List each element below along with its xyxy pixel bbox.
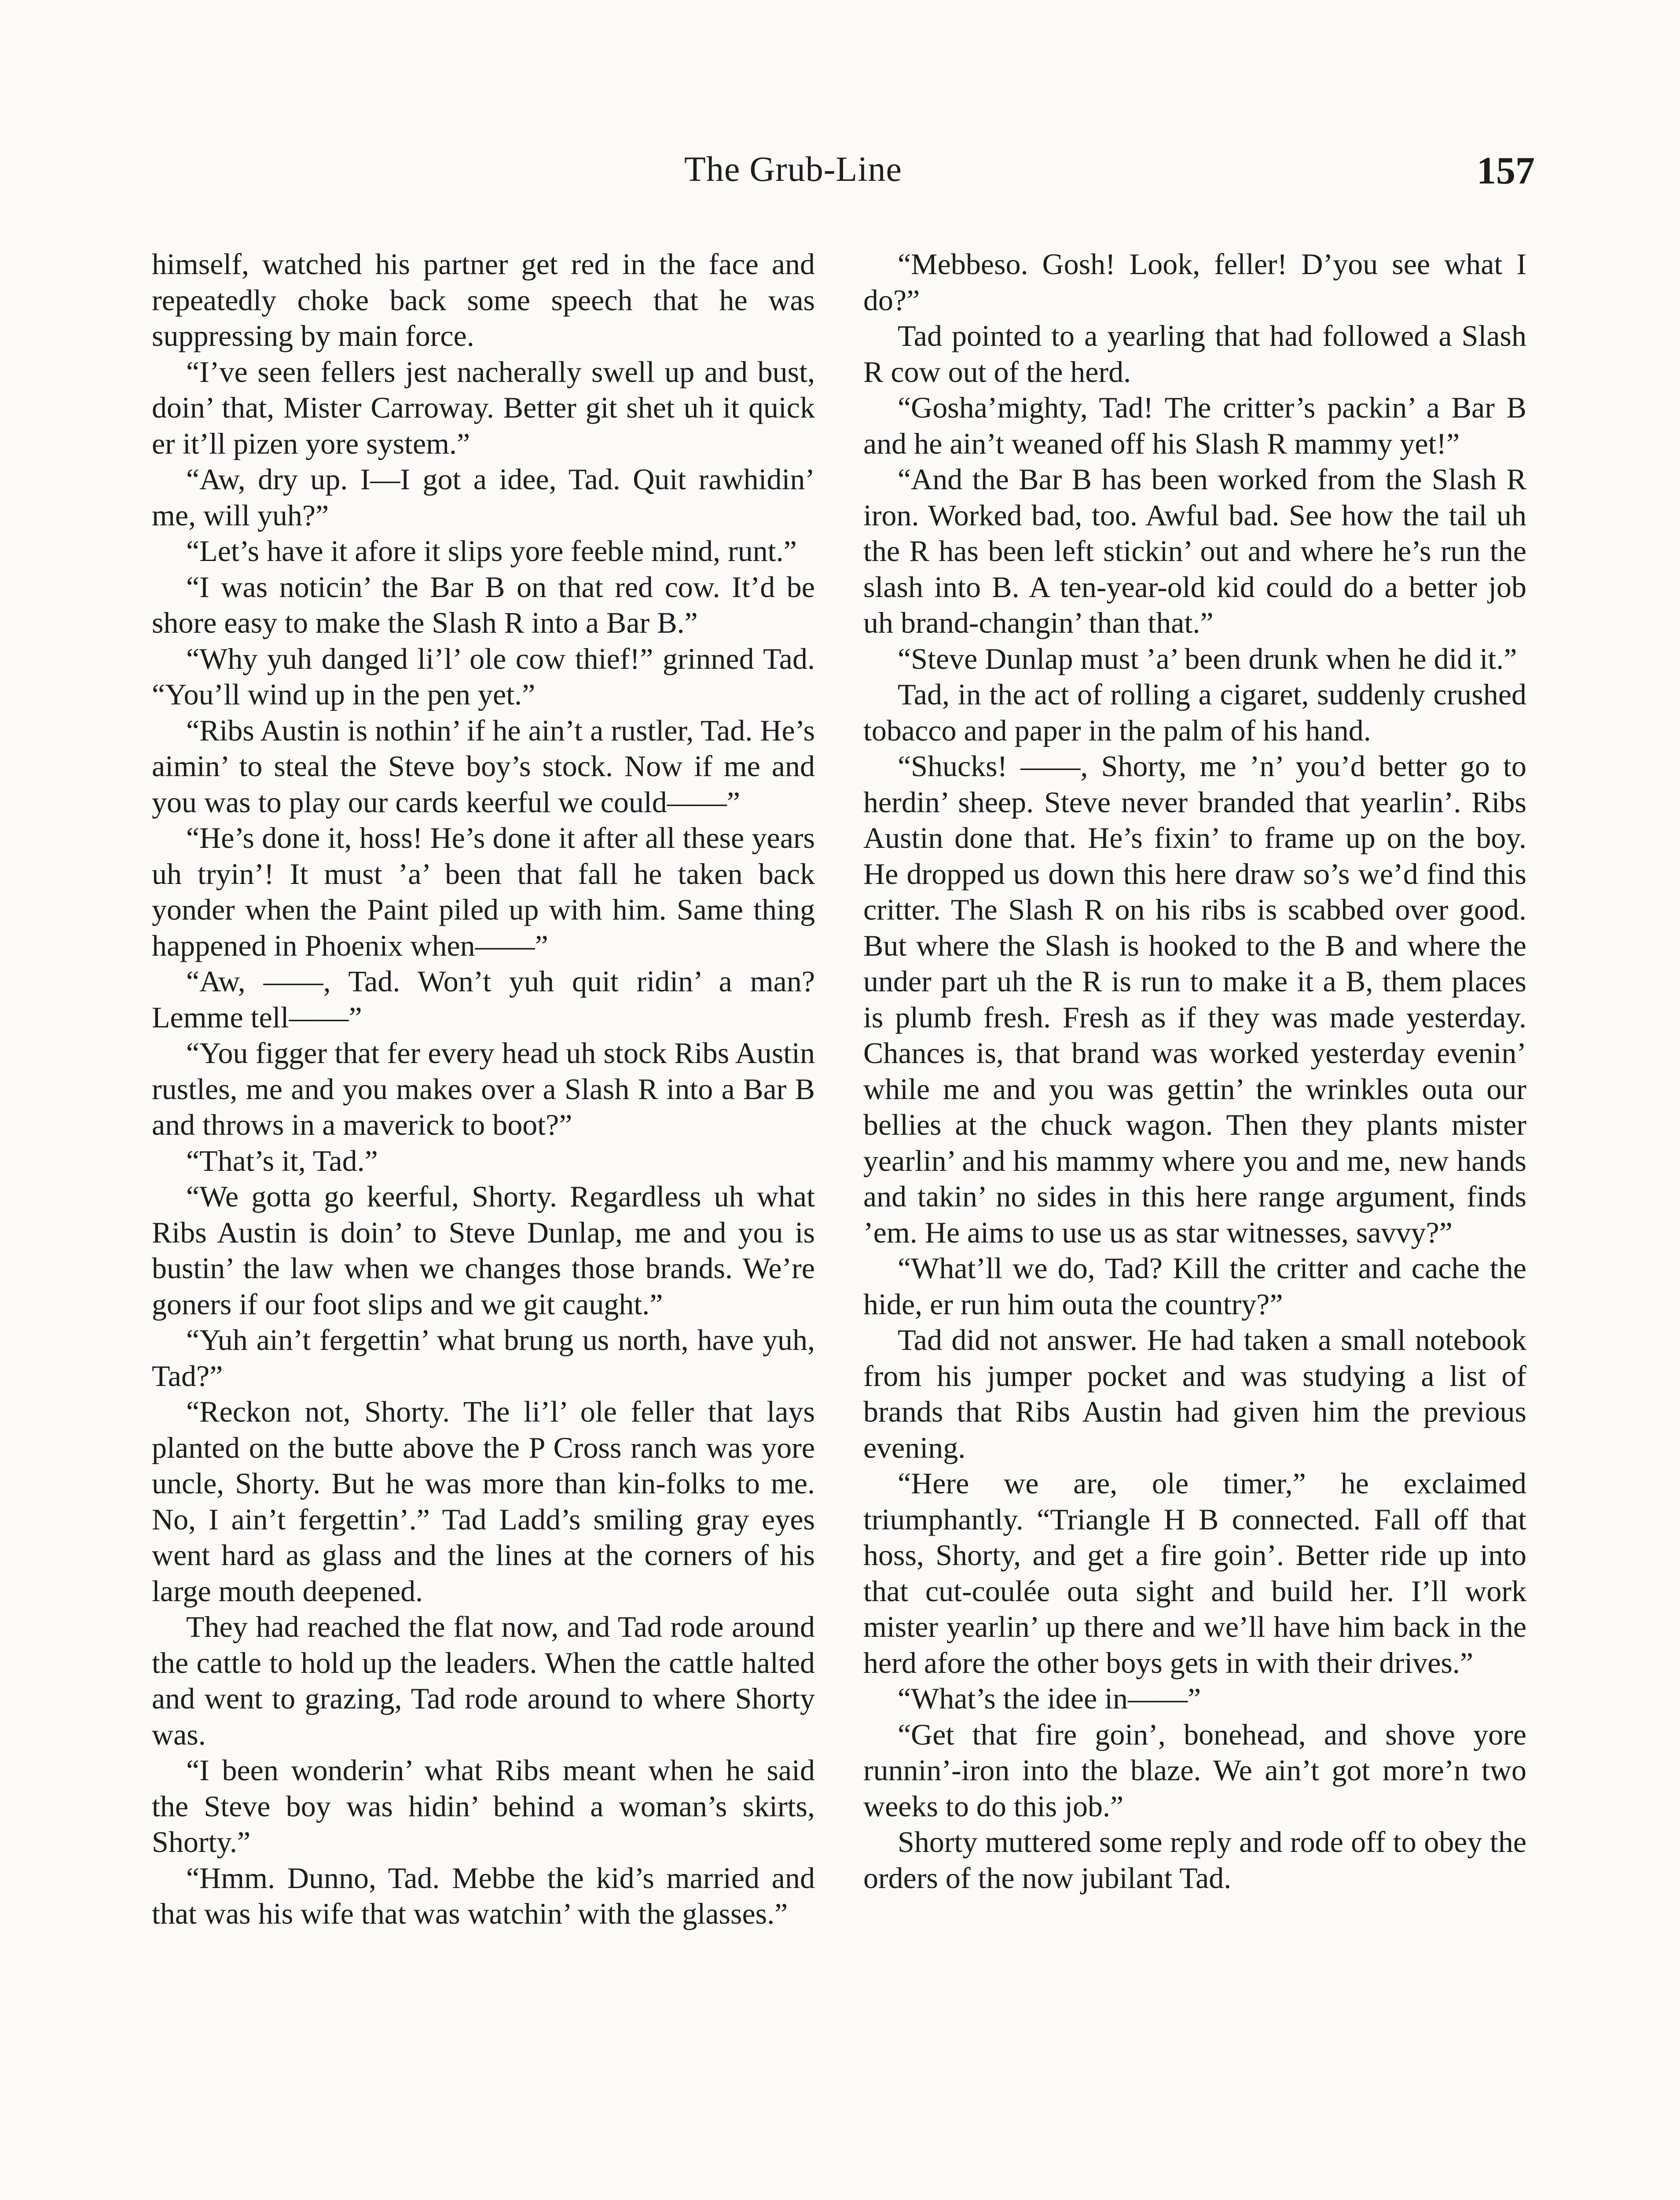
- paragraph: “Aw, ——, Tad. Won’t yuh quit ridin’ a man? Lemme tell——”: [152, 964, 815, 1034]
- running-head-title: The Grub-Line: [684, 150, 902, 189]
- paragraph: Tad did not answer. He had taken a small notebook from his jumper pocket and was studying a list of brands that Ribs Austin had given him the previous evening.: [863, 1323, 1526, 1464]
- paragraph: “We gotta go keerful, Shorty. Regardless uh what Ribs Austin is doin’ to Steve Dunlap, me and you is bustin’ the law when we changes those brands. We’re goners if our foot slips and we git caught.”: [152, 1180, 815, 1321]
- paragraph: “And the Bar B has been worked from the Slash R iron. Worked bad, too. Awful bad. See how the tail uh the R has been left stickin’ out and where he’s run the slash into B. A ten-year-old kid could do a better job uh brand-changin’ than that.”: [863, 462, 1526, 639]
- paragraph: Tad, in the act of rolling a cigaret, suddenly crushed tobacco and paper in the palm of his hand.: [863, 678, 1526, 747]
- paragraph: “Shucks! ——, Shorty, me ’n’ you’d better go to herdin’ sheep. Steve never branded that yearlin’. Ribs Austin done that. He’s fixin’ to frame up on the boy. He dropped us down this here draw so’s we’d find this critter. The Slash R on his ribs is scabbed over good. But where the Slash is hooked to the B and where the under part uh the R is run to make it a B, them places is plumb fresh. Fresh as if they was made yesterday. Chances is, that brand was worked yesterday evenin’ while me and you was gettin’ the wrinkles outa our bellies at the chuck wagon. Then they plants mister yearlin’ and his mammy where you and me, new hands and takin’ no sides in this here range argument, finds ’em. He aims to use us as star witnesses, savvy?”: [863, 749, 1526, 1249]
- paragraph: himself, watched his partner get red in the face and repeatedly choke back some speech that he was suppressing by main force.: [152, 247, 815, 352]
- paragraph: Shorty muttered some reply and rode off to obey the orders of the now jubilant Tad.: [863, 1825, 1526, 1895]
- paragraph: “Ribs Austin is nothin’ if he ain’t a rustler, Tad. He’s aimin’ to steal the Steve boy’s stock. Now if me and you was to play our cards keerful we could——”: [152, 713, 815, 819]
- paragraph: “He’s done it, hoss! He’s done it after all these years uh tryin’! It must ’a’ been that fall he taken back yonder when the Paint piled up with him. Same thing happened in Phoenix when——”: [152, 821, 815, 962]
- paragraph: “You figger that fer every head uh stock Ribs Austin rustles, me and you makes over a Slash R into a Bar B and throws in a maverick to boot?”: [152, 1036, 815, 1141]
- paragraph: “Yuh ain’t fergettin’ what brung us north, have yuh, Tad?”: [152, 1323, 815, 1393]
- paragraph: “Get that fire goin’, bonehead, and shove yore runnin’-iron into the blaze. We ain’t got more’n two weeks to do this job.”: [863, 1717, 1526, 1823]
- paragraph: “Hmm. Dunno, Tad. Mebbe the kid’s married and that was his wife that was watchin’ with the glasses.”: [152, 1861, 815, 1930]
- paragraph: “Reckon not, Shorty. The li’l’ ole feller that lays planted on the butte above the P Cross ranch was yore uncle, Shorty. But he was more than kin-folks to me. No, I ain’t fergettin’.” Tad Ladd’s smiling gray eyes went hard as glass and the lines at the corners of his large mouth deepened.: [152, 1395, 815, 1608]
- paragraph: “What’ll we do, Tad? Kill the critter and cache the hide, er run him outa the country?”: [863, 1251, 1526, 1321]
- paragraph: Tad pointed to a yearling that had followed a Slash R cow out of the herd.: [863, 319, 1526, 389]
- text-column-left: [152, 246, 815, 1932]
- page-number: 157: [1477, 150, 1535, 192]
- paragraph: “That’s it, Tad.”: [186, 1144, 378, 1177]
- paragraph: They had reached the flat now, and Tad rode around the cattle to hold up the leaders. When the cattle halted and went to grazing, Tad rode around to where Shorty was.: [152, 1610, 815, 1751]
- paragraph: “I was noticin’ the Bar B on that red cow. It’d be shore easy to make the Slash R into a Bar B.”: [152, 570, 815, 639]
- paragraph: “Aw, dry up. I—I got a idee, Tad. Quit rawhidin’ me, will yuh?”: [152, 462, 815, 532]
- paragraph: “I been wonderin’ what Ribs meant when he said the Steve boy was hidin’ behind a woman’s skirts, Shorty.”: [152, 1753, 815, 1859]
- paragraph: “Mebbeso. Gosh! Look, feller! D’you see what I do?”: [863, 247, 1526, 317]
- paragraph: “Steve Dunlap must ’a’ been drunk when he did it.”: [898, 642, 1517, 675]
- text-column-right: [863, 246, 1526, 1896]
- paragraph: “Here we are, ole timer,” he exclaimed triumphantly. “Triangle H B connected. Fall off that hoss, Shorty, and get a fire goin’. Better ride up into that cut-coulée outa sight and build her. I’ll work mister yearlin’ up there and we’ll have him back in the herd afore the other boys gets in with their drives.”: [863, 1467, 1526, 1679]
- paragraph: “I’ve seen fellers jest nacherally swell up and bust, doin’ that, Mister Carroway. Better git shet uh it quick er it’ll pizen yore system.”: [152, 355, 815, 460]
- paragraph: “What’s the idee in——”: [898, 1682, 1201, 1715]
- paragraph: “Let’s have it afore it slips yore feeble mind, runt.”: [186, 534, 797, 568]
- paragraph: “Gosha’mighty, Tad! The critter’s packin’ a Bar B and he ain’t weaned off his Slash R mammy yet!”: [863, 391, 1526, 460]
- paragraph: “Why yuh danged li’l’ ole cow thief!” grinned Tad. “You’ll wind up in the pen yet.”: [152, 642, 815, 711]
